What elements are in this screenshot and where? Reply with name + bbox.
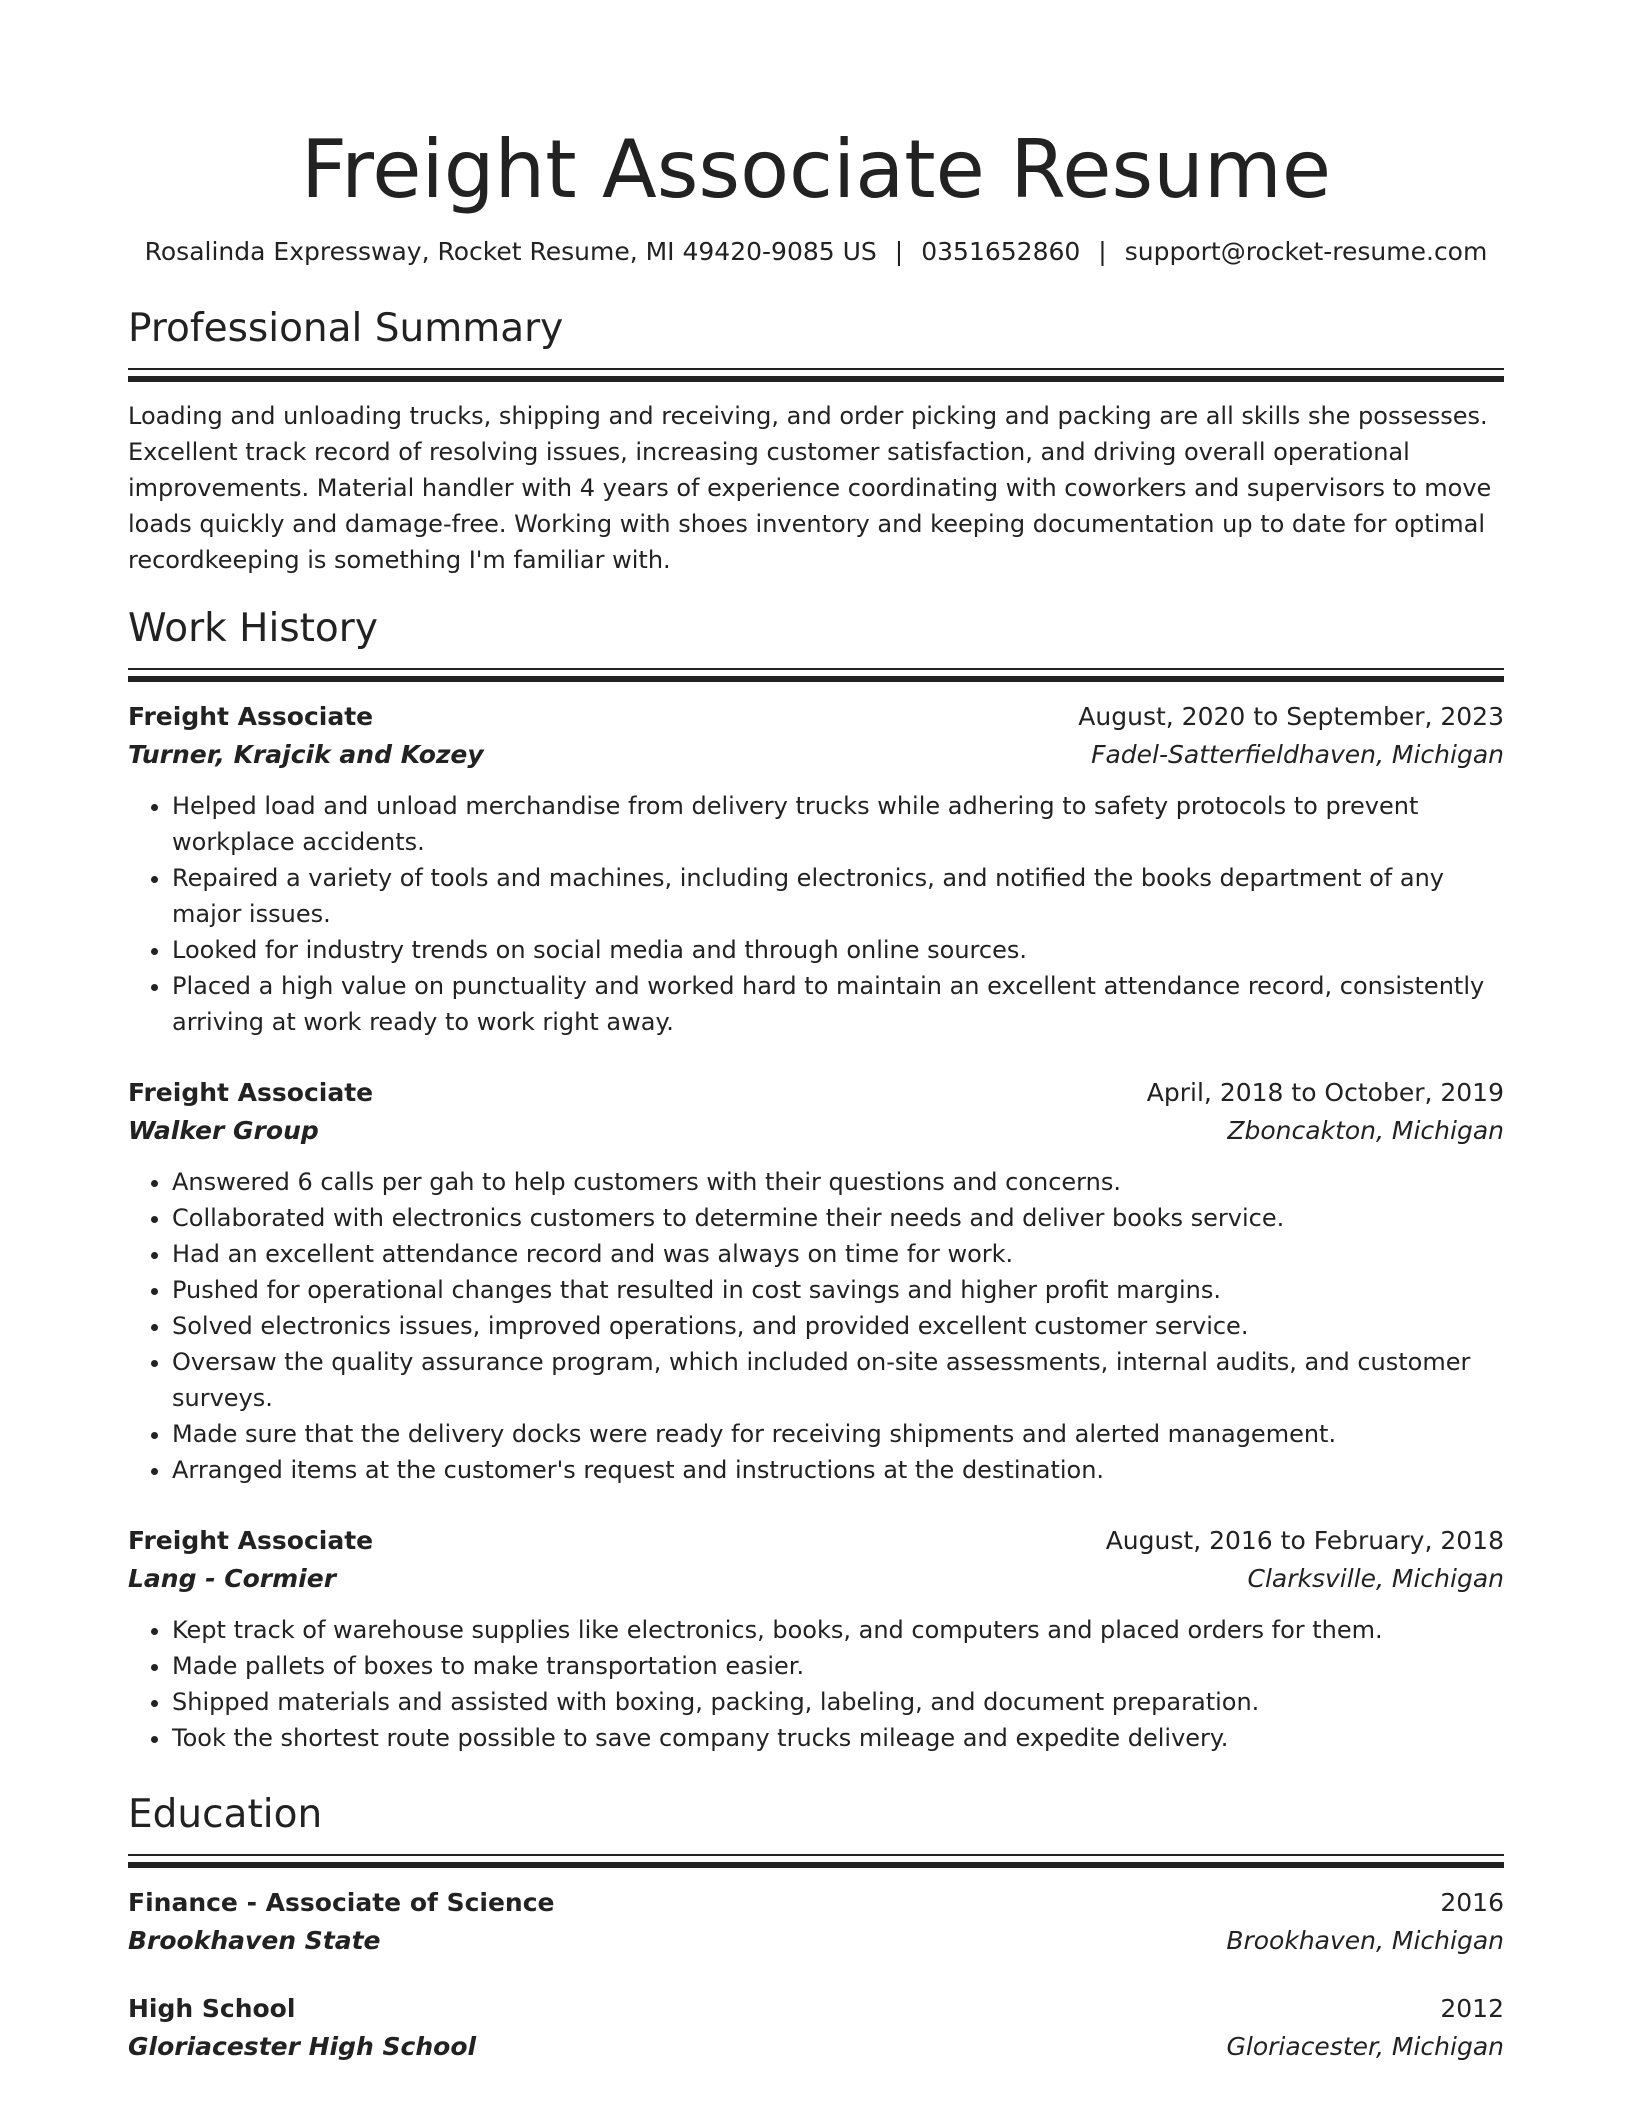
job-company: Walker Group: [128, 1116, 319, 1145]
education-year: 2012: [1440, 1994, 1504, 2023]
job-bullet: • Repaired a variety of tools and machines, including electronics, and notified the books department of any major issues.: [172, 860, 1504, 932]
job-company: Turner, Krajcik and Kozey: [128, 740, 484, 769]
job-bullets: [128, 1612, 1504, 1756]
education-school: Gloriacester High School: [128, 2032, 477, 2061]
job-bullet: • Solved electronics issues, improved operations, and provided excellent customer service.: [172, 1308, 1504, 1344]
contact-phone: 0351652860: [921, 237, 1081, 266]
job-dates: August, 2020 to September, 2023: [1078, 702, 1504, 731]
section-divider: [128, 368, 1504, 380]
job-bullet: • Had an excellent attendance record and was always on time for work.: [172, 1236, 1504, 1272]
job-bullets: [128, 1164, 1504, 1488]
contact-email: support@rocket-resume.com: [1124, 237, 1488, 266]
summary-text: Loading and unloading trucks, shipping and receiving, and order picking and packing are all skills she possesses. Excellent track record of resolving issues, increasing customer satisfaction, and driving overall operational improvements. Material handler with 4 years of experience coordinating with coworkers and supervisors to move loads quickly and damage-free. Working with shoes inventory and keeping documentation up to date for optimal recordkeeping is something I'm familiar with.: [128, 402, 1492, 574]
education-heading: Education: [128, 1792, 323, 1837]
work-history-heading: Work History: [128, 606, 378, 651]
job-bullets: [128, 788, 1504, 1040]
job-entry: [128, 698, 1504, 1040]
contact-separator: |: [1098, 237, 1107, 266]
education-section: [128, 1790, 1504, 2066]
education-entry: [128, 1990, 1504, 2066]
contact-address: Rosalinda Expressway, Rocket Resume, MI 49420-9085 US: [144, 237, 877, 266]
job-title: Freight Associate: [128, 702, 374, 731]
education-degree: Finance - Associate of Science: [128, 1888, 555, 1917]
section-divider: [128, 1854, 1504, 1866]
job-bullet: • Took the shortest route possible to save company trucks mileage and expedite delivery.: [172, 1720, 1504, 1756]
job-dates: April, 2018 to October, 2019: [1146, 1078, 1504, 1107]
education-entry: [128, 1884, 1504, 1960]
work-history-section: [128, 604, 1504, 1756]
section-divider: [128, 668, 1504, 680]
job-location: Zboncakton, Michigan: [1227, 1116, 1504, 1145]
job-dates: August, 2016 to February, 2018: [1105, 1526, 1504, 1555]
education-school: Brookhaven State: [128, 1926, 381, 1955]
summary-heading: Professional Summary: [128, 306, 564, 351]
contact-separator: |: [894, 237, 904, 266]
job-bullet: • Looked for industry trends on social media and through online sources.: [172, 932, 1504, 968]
education-location: Gloriacester, Michigan: [1226, 2032, 1504, 2061]
job-bullet: • Pushed for operational changes that resulted in cost savings and higher profit margins.: [172, 1272, 1504, 1308]
job-bullet: • Placed a high value on punctuality and worked hard to maintain an excellent attendance record, consistently arriving at work ready to work right away.: [172, 968, 1504, 1040]
job-bullet: • Oversaw the quality assurance program, which included on-site assessments, internal audits, and customer surveys.: [172, 1344, 1504, 1416]
job-bullet: • Arranged items at the customer's request and instructions at the destination.: [172, 1452, 1504, 1488]
education-location: Brookhaven, Michigan: [1226, 1926, 1504, 1955]
job-title: Freight Associate: [128, 1078, 374, 1107]
job-location: Clarksville, Michigan: [1247, 1564, 1504, 1593]
job-bullet: • Helped load and unload merchandise from delivery trucks while adhering to safety protocols to prevent workplace accidents.: [172, 788, 1504, 860]
job-bullet: • Collaborated with electronics customers to determine their needs and deliver books service.: [172, 1200, 1504, 1236]
job-bullet: • Made pallets of boxes to make transportation easier.: [172, 1648, 1504, 1684]
job-company: Lang - Cormier: [128, 1564, 337, 1593]
job-entry: [128, 1074, 1504, 1488]
job-title: Freight Associate: [128, 1526, 374, 1555]
education-degree: High School: [128, 1994, 296, 2023]
resume-title: Freight Associate Resume: [300, 123, 1332, 216]
contact-line: [128, 234, 1504, 270]
job-bullet: • Made sure that the delivery docks were ready for receiving shipments and alerted management.: [172, 1416, 1504, 1452]
summary-section: [128, 304, 1504, 578]
job-bullet: • Shipped materials and assisted with boxing, packing, labeling, and document preparation.: [172, 1684, 1504, 1720]
job-location: Fadel-Satterfieldhaven, Michigan: [1091, 740, 1504, 769]
job-entry: [128, 1522, 1504, 1756]
education-year: 2016: [1440, 1888, 1504, 1917]
job-bullet: • Answered 6 calls per gah to help customers with their questions and concerns.: [172, 1164, 1504, 1200]
job-bullet: • Kept track of warehouse supplies like electronics, books, and computers and placed orders for them.: [172, 1612, 1504, 1648]
